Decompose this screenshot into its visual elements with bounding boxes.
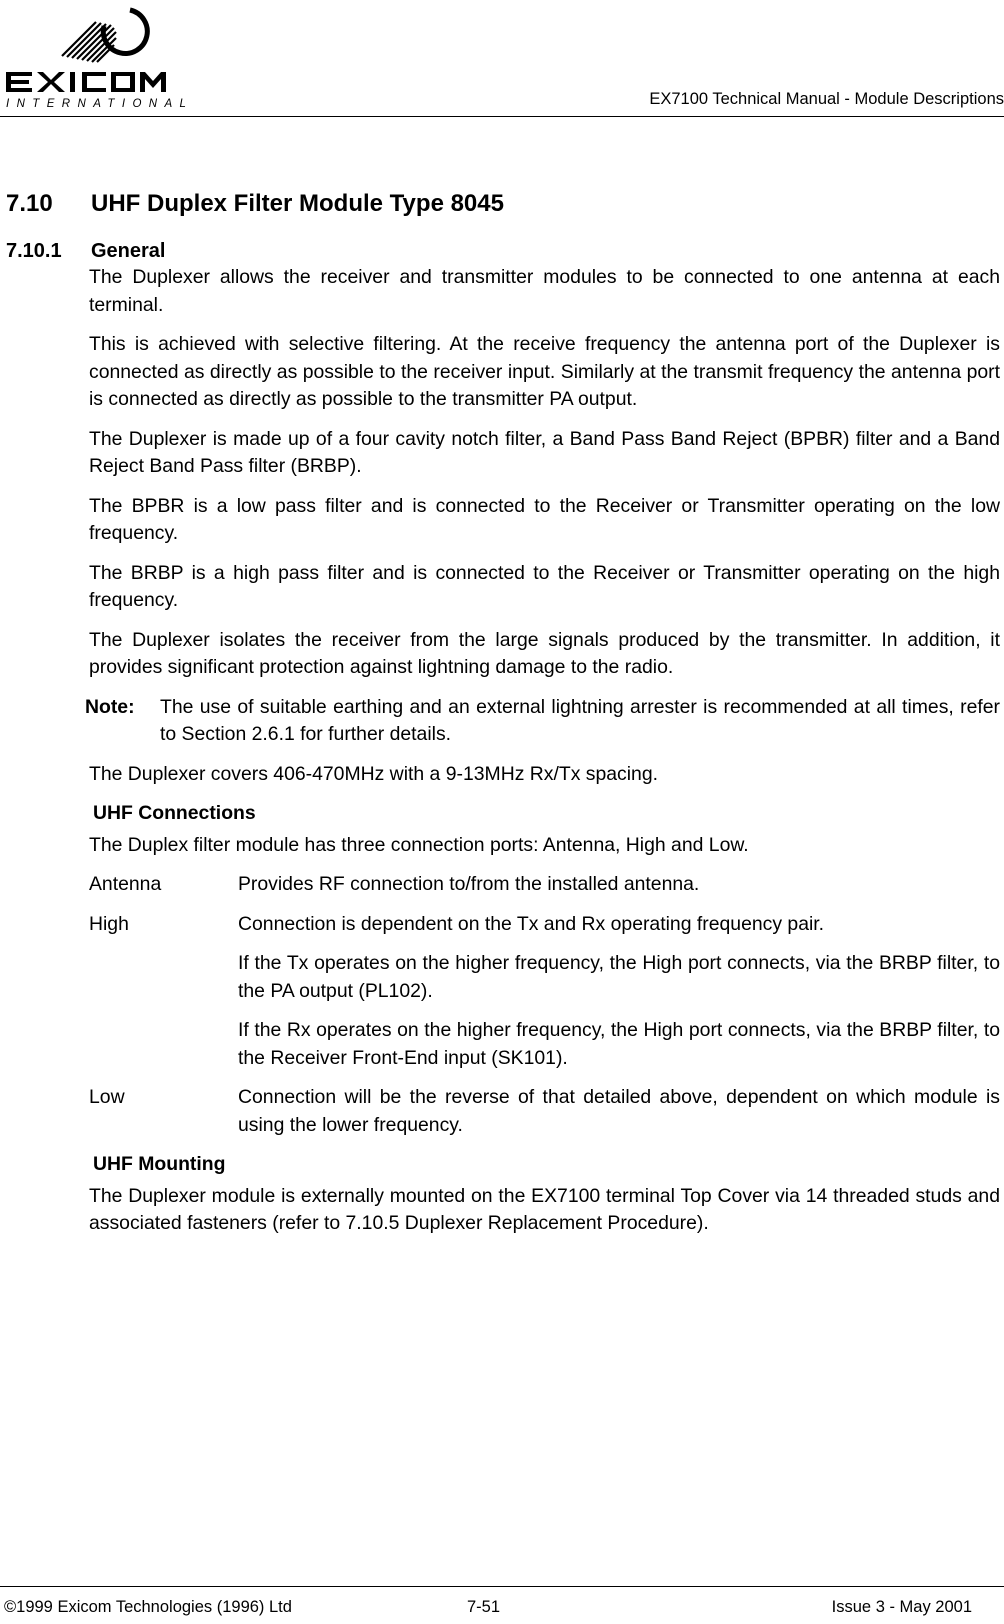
footer-divider: [0, 1586, 1004, 1587]
paragraph-bpbr: The BPBR is a low pass filter and is connected to the Receiver or Transmitter operating on the low frequency.: [89, 494, 1000, 544]
section-heading: [6, 190, 504, 218]
connections-list: [89, 871, 1000, 1139]
paragraph-brbp: The BRBP is a high pass filter and is connected to the Receiver or Transmitter operating on the high frequency.: [89, 561, 1000, 611]
subsection-title: General: [91, 240, 166, 262]
paragraph-composition: The Duplexer is made up of a four cavity notch filter, a Band Pass Band Reject (BPBR) filter and a Band Reject Band Pass filter (BRBP).: [89, 427, 1000, 477]
note-label: Note:: [85, 695, 135, 718]
footer-page-number: 7-51: [467, 1598, 501, 1616]
footer-issue: Issue 3 - May 2001: [831, 1598, 972, 1616]
paragraph-coverage: The Duplexer covers 406-470MHz with a 9-13MHz Rx/Tx spacing.: [89, 762, 659, 785]
connection-item-antenna: [89, 871, 1000, 899]
paragraph-isolation: The Duplexer isolates the receiver from the large signals produced by the transmitter. In addition, it provides significant protection against lightning damage to the radio.: [89, 628, 1000, 678]
connection-term-high: High: [89, 912, 129, 935]
connection-high-tx: If the Tx operates on the higher frequency, the High port connects, via the BRBP filter, to the PA output (PL102).: [238, 952, 1000, 1002]
note-block: [85, 694, 1000, 749]
connection-desc-high: Connection is dependent on the Tx and Rx operating frequency pair.: [238, 912, 825, 935]
connection-item-high: [89, 911, 1000, 939]
exicom-logo-graphic: [4, 4, 194, 110]
connection-desc-antenna: Provides RF connection to/from the installed antenna.: [238, 873, 700, 895]
paragraph-intro: The Duplexer allows the receiver and transmitter modules to be connected to one antenna at each terminal.: [89, 266, 1000, 316]
footer-copyright: ©1999 Exicom Technologies (1996) Ltd: [4, 1598, 292, 1616]
header-divider: [0, 116, 1004, 117]
connections-intro: The Duplex filter module has three connection ports: Antenna, High and Low.: [89, 833, 749, 856]
note-text: The use of suitable earthing and an external lightning arrester is recommended at all times, refer to Section 2.6.1 for further details.: [160, 695, 1000, 745]
connection-term-low: Low: [89, 1086, 125, 1108]
body-content: [85, 264, 1000, 1250]
logo-subtitle: INTERNATIONAL: [6, 98, 194, 110]
subsection-number: 7.10.1: [6, 240, 62, 262]
section-title: UHF Duplex Filter Module Type 8045: [91, 190, 504, 217]
subsection-heading: [6, 240, 165, 263]
connection-item-low: [89, 1084, 1000, 1139]
connection-term-antenna: Antenna: [89, 873, 162, 895]
section-number: 7.10: [6, 190, 53, 217]
paragraph-selective-filtering: This is achieved with selective filtering. At the receive frequency the antenna port of the Duplexer is connected as directly as possible to the receiver input. Similarly at the transmit frequency the antenna port is connected as directly as possible to the transmitter PA output.: [89, 333, 1000, 410]
document-header-title: EX7100 Technical Manual - Module Descriptions: [649, 90, 1004, 108]
exicom-logo: [4, 4, 194, 110]
mounting-heading: UHF Mounting: [93, 1153, 226, 1175]
mounting-text: The Duplexer module is externally mounted on the EX7100 terminal Top Cover via 14 threaded studs and associated fasteners (refer to 7.10.5 Duplexer Replacement Procedure).: [89, 1184, 1000, 1234]
connection-desc-low: Connection will be the reverse of that detailed above, dependent on which module is using the lower frequency.: [238, 1086, 1000, 1136]
connection-high-rx: If the Rx operates on the higher frequency, the High port connects, via the BRBP filter, to the Receiver Front-End input (SK101).: [238, 1019, 1000, 1069]
connections-heading: UHF Connections: [93, 802, 256, 824]
